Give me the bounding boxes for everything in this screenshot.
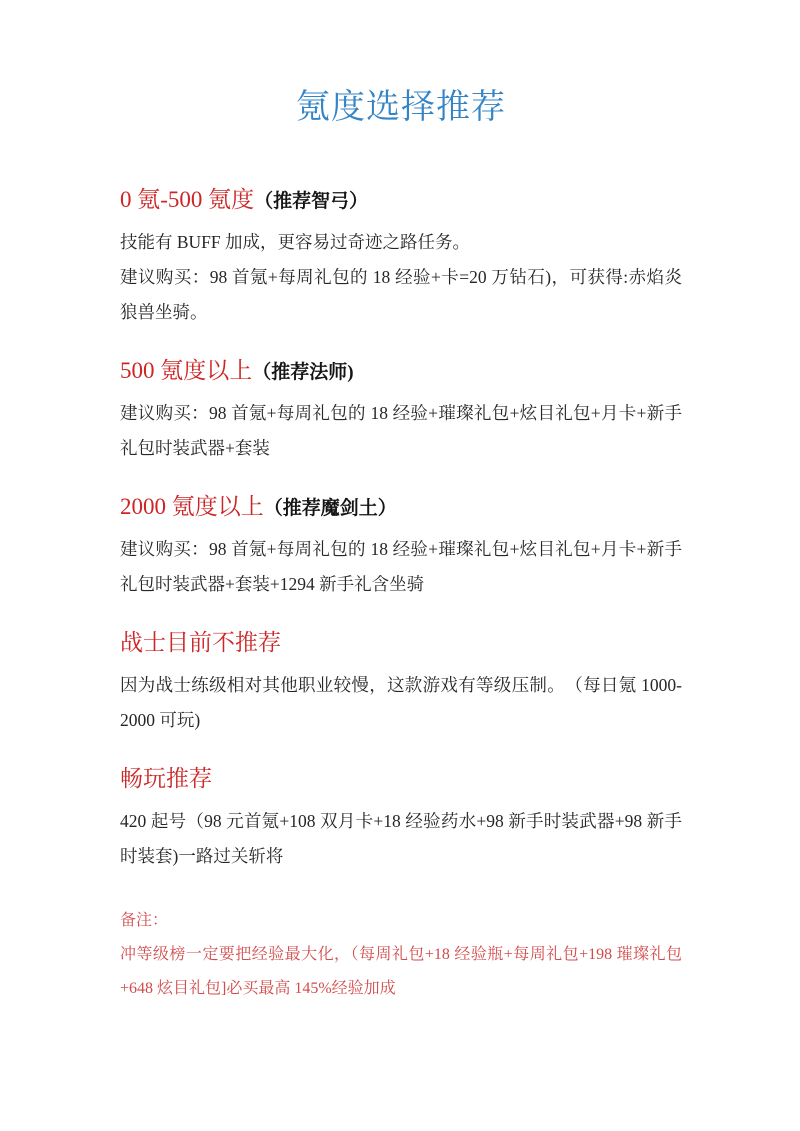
page-title: 氪度选择推荐 <box>296 89 506 126</box>
section-paragraph: 建议购买：98 首氪+每周礼包的 18 经验+璀璨礼包+炫目礼包+月卡+新手礼包时装武器+套装 <box>120 403 682 458</box>
section-heading <box>120 356 682 388</box>
note-block <box>120 904 682 1006</box>
heading-tier-label: 畅玩推荐 <box>120 766 212 791</box>
section-warrior-not-recommended <box>120 628 682 738</box>
heading-tier-label: 0 氪-500 氪度 <box>120 187 255 212</box>
section-paragraph: 建议购买：98 首氪+每周礼包的 18 经验+璀璨礼包+炫目礼包+月卡+新手礼包时装武器+套装+1294 新手礼含坐骑 <box>120 539 682 594</box>
section-heading <box>120 185 682 217</box>
heading-tier-label: 500 氪度以上 <box>120 358 253 383</box>
note-text: 冲等级榜一定要把经验最大化，（每周礼包+18 经验瓶+每周礼包+198 璀璨礼包+648 炫目礼包]必买最高 145%经验加成 <box>120 946 682 997</box>
heading-tier-label: 2000 氪度以上 <box>120 494 264 519</box>
section-casual-play <box>120 764 682 874</box>
section-paragraph: 技能有 BUFF 加成，更容易过奇迹之路任务。 <box>120 232 471 252</box>
section-tier-0-500 <box>120 185 682 330</box>
heading-class-recommendation: （推荐魔剑土） <box>263 498 397 519</box>
heading-class-recommendation: （推荐智弓） <box>254 191 369 212</box>
section-tier-500-plus <box>120 356 682 466</box>
section-heading <box>120 764 682 796</box>
heading-tier-label: 战士目前不推荐 <box>120 630 281 655</box>
note-label: 备注： <box>120 912 169 929</box>
section-heading <box>120 628 682 660</box>
section-heading <box>120 492 682 524</box>
heading-class-recommendation: （推荐法师) <box>252 362 354 383</box>
section-tier-2000-plus <box>120 492 682 602</box>
section-paragraph: 因为战士练级相对其他职业较慢，这款游戏有等级压制。 （每日氪 1000-2000 可玩) <box>120 675 682 730</box>
section-paragraph: 420 起号（98 元首氪+108 双月卡+18 经验药水+98 新手时装武器+98 新手时装套)一路过关斩将 <box>120 811 682 866</box>
section-paragraph: 建议购买：98 首氪+每周礼包的 18 经验+卡=20 万钻石)，可获得:赤焰炎狼兽坐骑。 <box>120 267 682 322</box>
